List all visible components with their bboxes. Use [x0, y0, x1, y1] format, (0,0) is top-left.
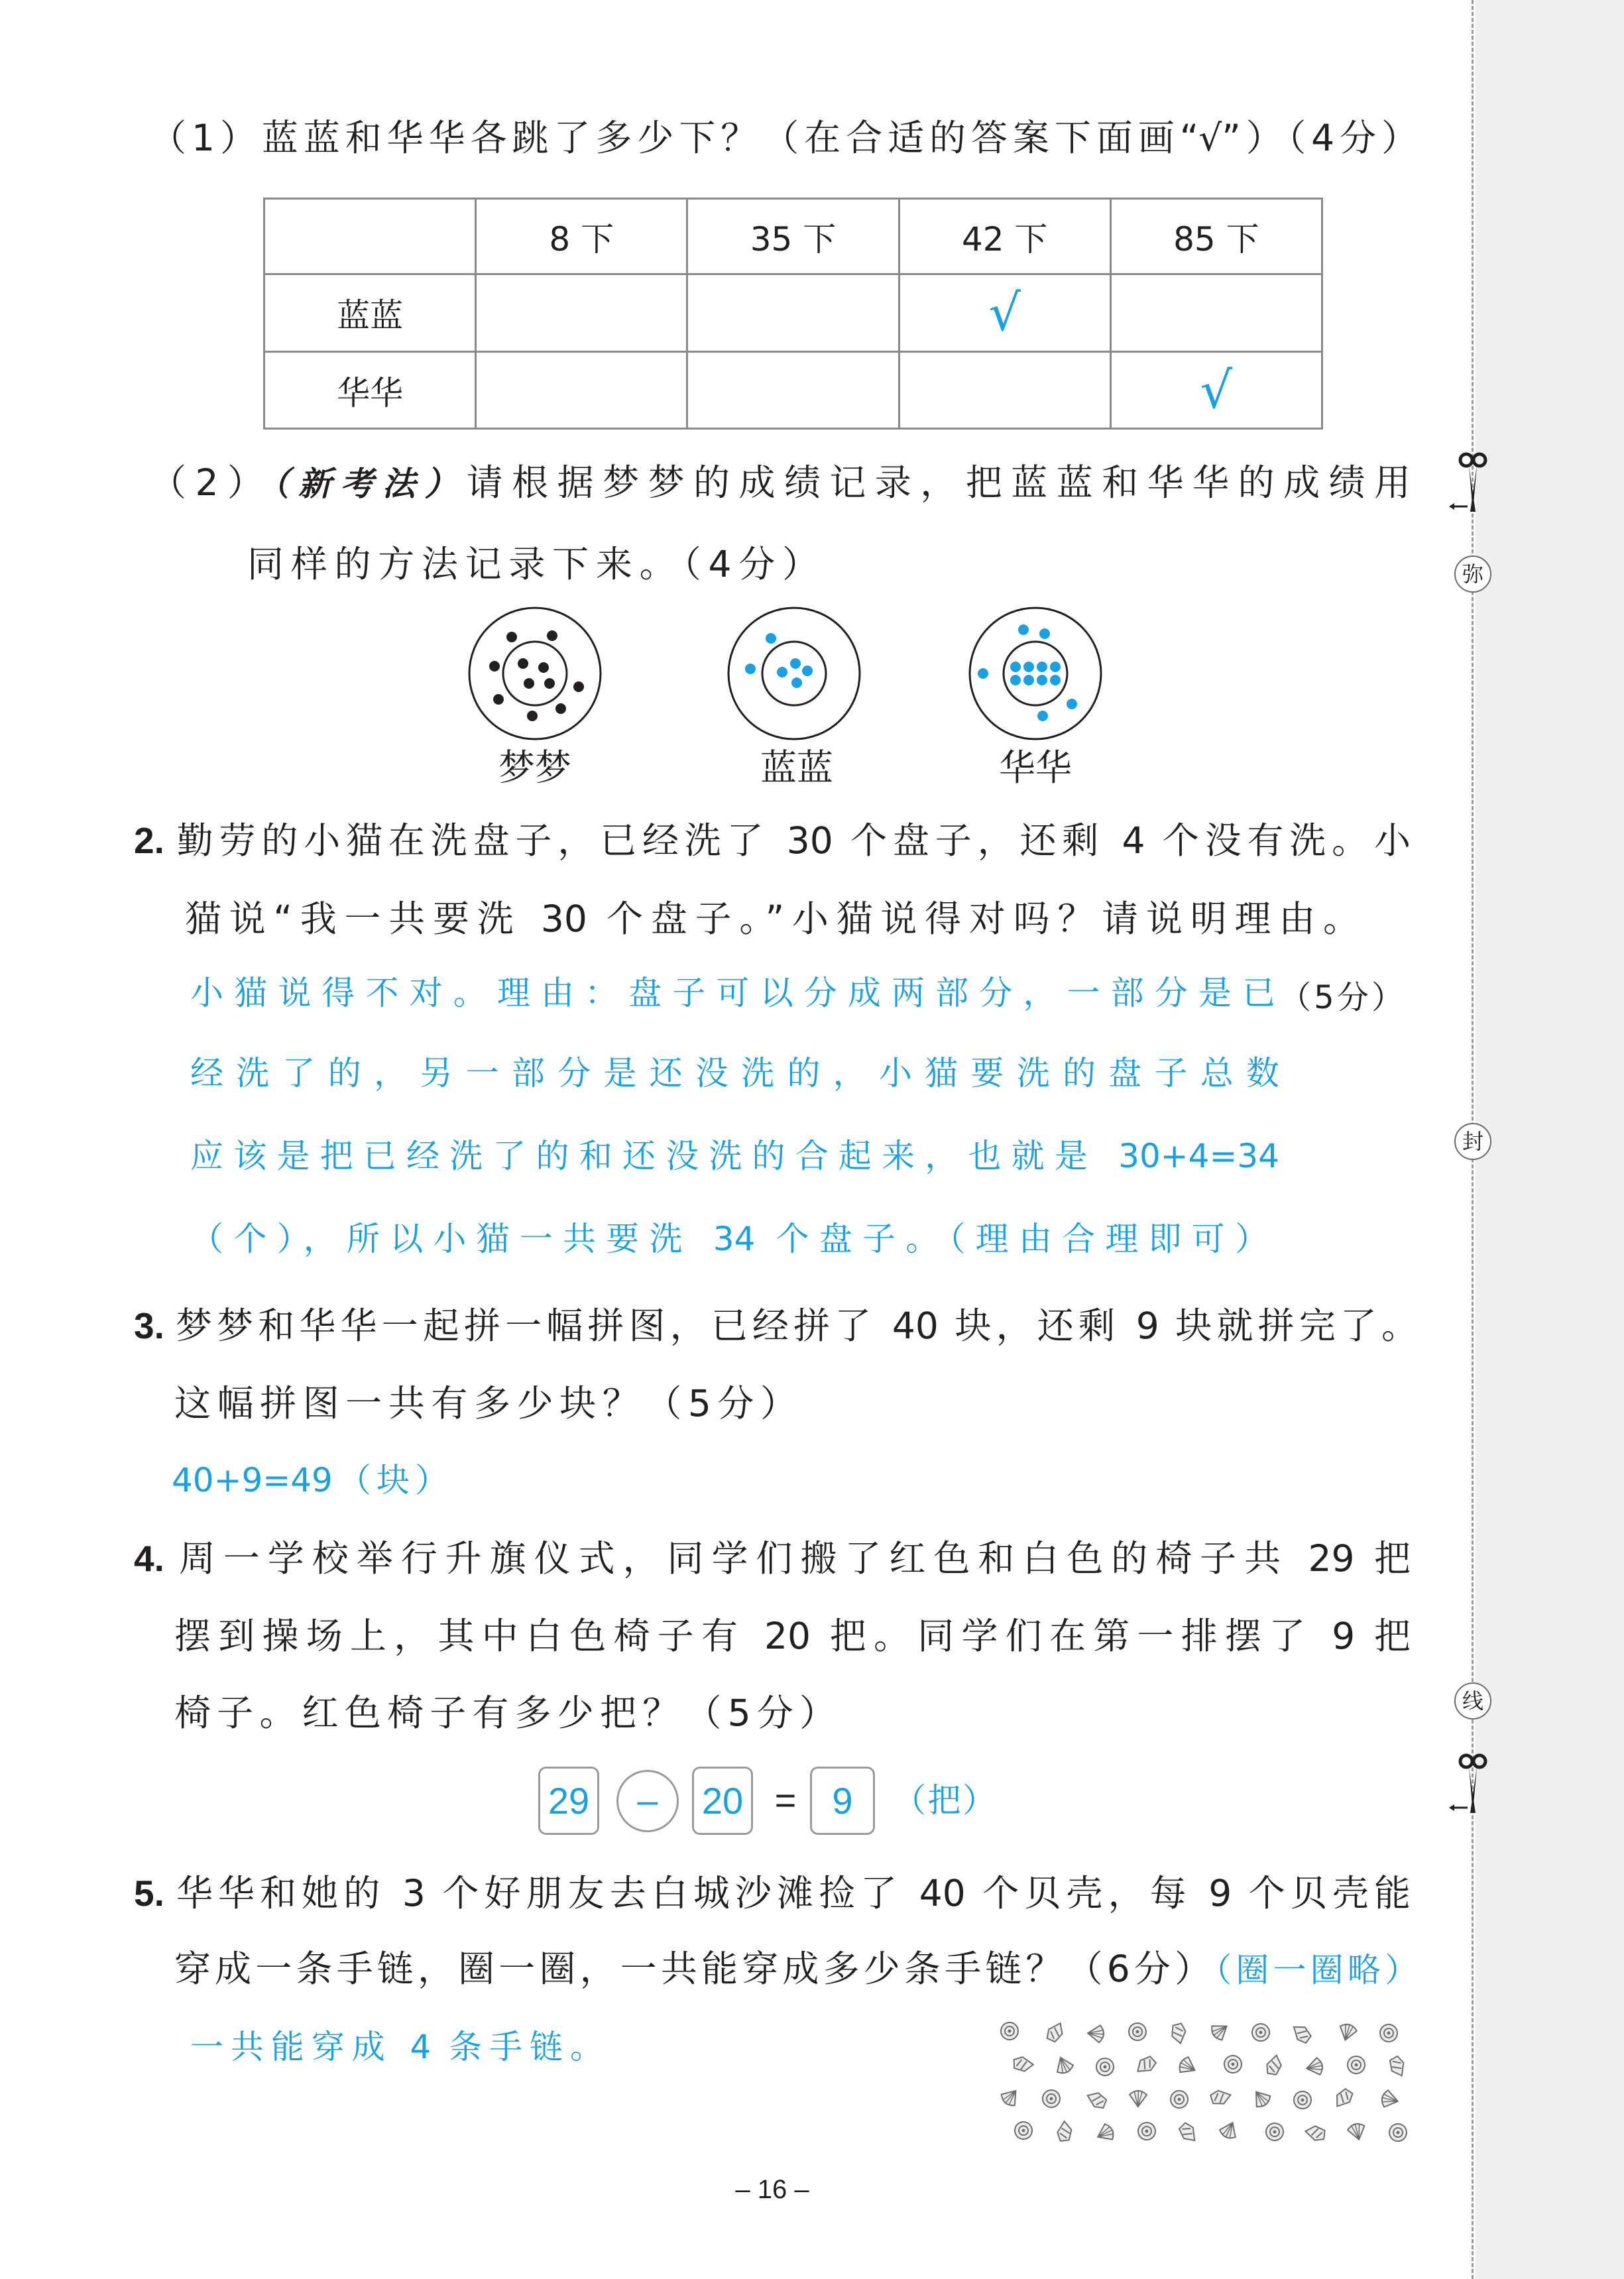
outer-score-dot [1037, 711, 1048, 721]
inner-score-dot [1037, 675, 1047, 685]
shell-icon [1263, 2054, 1285, 2077]
answer-cell [1110, 274, 1322, 352]
shell-icon [1337, 2022, 1358, 2042]
shell-icon [1094, 2056, 1116, 2078]
shell-icon [1304, 2123, 1328, 2144]
q2-answer-line: 经洗了的，另一部分是还没洗的，小猫要洗的盘子总数 [190, 1054, 1279, 1092]
row-label: 华华 [264, 352, 476, 429]
shell-icon [1171, 2022, 1187, 2044]
equation-operand-box: 20 [692, 1767, 753, 1835]
shell-icon [1344, 2053, 1368, 2077]
shell-icon [1377, 2022, 1401, 2045]
table-header-cell: 8 下 [476, 199, 687, 274]
inner-score-dot [1010, 662, 1021, 672]
q2-score: （5分） [1279, 979, 1403, 1016]
seal-label: 封 [1454, 1123, 1491, 1160]
q5-text: 华华和她的 3 个好朋友去白城沙滩捡了 40 个贝壳，每 9 个贝壳能 [170, 1872, 1411, 1914]
question-number: 5. [134, 1873, 164, 1914]
shell-icon [1178, 2121, 1198, 2144]
shell-icon [1087, 2024, 1105, 2043]
q2-line1 [134, 814, 1411, 867]
shell-icon [1249, 2087, 1273, 2111]
question-number: 2. [134, 820, 164, 861]
inner-score-dot [791, 677, 802, 688]
shell-icon [1332, 2087, 1356, 2109]
jump-count-table [263, 198, 1323, 430]
q2-text: 勤劳的小猫在洗盘子，已经洗了 30 个盘子，还剩 4 个没有洗。小 [170, 819, 1411, 862]
shell-icon [1011, 2054, 1034, 2074]
new-exam-tag: （新考法） [272, 464, 467, 503]
part1-prompt: （1）蓝蓝和华华各跳了多少下？（在合适的答案下面画“√”）（4分） [150, 117, 1418, 159]
outer-score-dot [493, 694, 504, 705]
inner-score-dot [1023, 675, 1034, 685]
table-row [264, 274, 1322, 352]
inner-score-dot [544, 678, 555, 689]
answer-cell [899, 352, 1110, 429]
shell-icon [1293, 2090, 1312, 2110]
q2-answer-line: （个），所以小猫一共要洗 34 个盘子。（理由合理即可） [190, 1220, 1268, 1258]
shell-icon [1085, 2088, 1108, 2111]
shell-icon [1130, 2090, 1147, 2107]
part2-prompt-line1 [150, 456, 1411, 509]
row-label: 蓝蓝 [264, 274, 476, 352]
inner-score-dot [524, 678, 534, 689]
equation-result-box: 9 [810, 1767, 875, 1835]
target-record-mengmeng [465, 604, 605, 743]
outer-ring [970, 608, 1101, 739]
answer-cell [687, 352, 899, 429]
shell-icon [1042, 2089, 1060, 2107]
q5-text: 穿成一条手链，圈一圈，一共能穿成多少条手链？（6分） [174, 1948, 1216, 1990]
q2-answer-line: 应该是把已经洗了的和还没洗的合起来，也就是 30+4=34 [190, 1137, 1279, 1175]
target-record-huahua [966, 604, 1105, 743]
q4-line2: 摆到操场上，其中白色椅子有 20 把。同学们在第一排摆了 9 把 [174, 1615, 1411, 1657]
inner-ring [1004, 642, 1067, 705]
inner-ring [762, 642, 826, 705]
shell-icon [1135, 2056, 1158, 2075]
part2-prompt-line2: 同样的方法记录下来。（4分） [247, 543, 819, 585]
outer-score-dot [1018, 624, 1029, 635]
answer-cell: √ [1110, 352, 1322, 429]
inner-score-dot [1050, 662, 1061, 672]
question-number: 3. [134, 1305, 164, 1346]
outer-score-dot [489, 661, 500, 672]
shell-icon [1135, 2120, 1158, 2142]
shell-icon [1379, 2089, 1399, 2110]
outer-score-dot [527, 711, 538, 721]
table-header-cell: 35 下 [687, 199, 899, 274]
shell-icon [1291, 2022, 1313, 2046]
outer-score-dot [978, 668, 988, 679]
outer-score-dot [1039, 628, 1050, 639]
part2-text: 请根据梦梦的成绩记录，把蓝蓝和华华的成绩用 [466, 461, 1411, 504]
shell-icon [1264, 2121, 1286, 2143]
dots-group [978, 624, 1077, 721]
shell-icon [1210, 2090, 1231, 2105]
outer-score-dot [573, 681, 584, 692]
shell-icon [1001, 2022, 1018, 2040]
q3-text: 梦梦和华华一起拼一幅拼图，已经拼了 40 块，还剩 9 块就拼完了。 [170, 1305, 1418, 1347]
q3-answer: 40+9=49（块） [172, 1461, 448, 1499]
target-label: 华华 [998, 746, 1072, 789]
target-label: 梦梦 [498, 746, 571, 789]
answer-cell [476, 274, 687, 352]
target-circles [966, 604, 1105, 743]
shell-icon [998, 2085, 1022, 2109]
question-number: 4. [134, 1538, 164, 1579]
shells-illustration [994, 2015, 1425, 2161]
page-number: – 16 – [735, 2175, 809, 2204]
equation-unit: （把） [893, 1781, 996, 1820]
inner-score-dot [777, 667, 787, 677]
inner-score-dot [1037, 662, 1047, 672]
inner-score-dot [1010, 675, 1021, 685]
shell-icon [1251, 2022, 1271, 2043]
equals-sign: = [774, 1779, 797, 1821]
target-label: 蓝蓝 [760, 746, 833, 789]
q4-text: 周一学校举行升旗仪式，同学们搬了红色和白色的椅子共 29 把 [170, 1537, 1411, 1580]
q5-answer: 一共能穿成 4 条手链。 [190, 2028, 603, 2066]
shell-icon [1222, 2054, 1244, 2075]
outer-score-dot [766, 633, 776, 644]
answer-cell: √ [899, 274, 1110, 352]
shell-icon [1094, 2122, 1117, 2144]
inner-ring [503, 642, 567, 705]
answer-cell [687, 274, 899, 352]
scissors-icon [1446, 1752, 1499, 1818]
inner-score-dot [1023, 662, 1034, 672]
q3-line1 [134, 1299, 1418, 1352]
shell-icon [1346, 2121, 1367, 2142]
q2-answer-line: 小猫说得不对。理由：盘子可以分成两部分，一部分是已 [190, 974, 1275, 1012]
target-record-lanlan [725, 604, 864, 743]
shell-icon [1218, 2119, 1240, 2142]
table-row [264, 352, 1322, 429]
inner-score-dot [538, 662, 549, 673]
inner-score-dot [518, 658, 528, 669]
q4-line3: 椅子。红色椅子有多少把？（5分） [174, 1692, 836, 1734]
inner-score-dot [790, 658, 801, 669]
outer-score-dot [1067, 699, 1077, 709]
seal-label: 弥 [1454, 555, 1491, 593]
binding-margin [1476, 0, 1624, 2279]
q2-line2: 猫说“我一共要洗 30 个盘子。”小猫说得对吗？请说明理由。 [185, 898, 1360, 940]
equation-operator-circle: – [616, 1770, 679, 1832]
shell-icon [1126, 2020, 1150, 2044]
seal-label: 线 [1454, 1682, 1491, 1720]
shell-icon [1043, 2020, 1067, 2044]
table-header-cell [264, 199, 476, 274]
shell-icon [1305, 2057, 1325, 2077]
table-header-cell: 42 下 [899, 199, 1110, 274]
q3-line2: 这幅拼图一共有多少块？（5分） [174, 1382, 797, 1425]
outer-score-dot [555, 703, 566, 714]
inner-score-dot [1050, 675, 1061, 685]
q5-line1 [134, 1867, 1411, 1920]
shell-icon [1386, 2121, 1410, 2144]
shell-icon [1055, 2121, 1074, 2144]
outer-score-dot [547, 630, 557, 641]
outer-score-dot [745, 664, 756, 674]
shell-icon [1167, 2087, 1192, 2112]
shell-icon [1176, 2055, 1198, 2078]
target-circles [465, 604, 605, 743]
table-header-cell: 85 下 [1110, 199, 1322, 274]
inner-score-dot [802, 666, 813, 676]
dots-group [745, 633, 813, 688]
q5-note: （圈一圈略） [1215, 1951, 1418, 1989]
q5-line2 [174, 1942, 1418, 1995]
table-header-row [264, 199, 1322, 274]
equation-operand-box: 29 [538, 1767, 599, 1835]
q4-line1 [134, 1532, 1411, 1585]
shell-icon [1208, 2019, 1232, 2043]
outer-score-dot [506, 632, 517, 642]
shell-icon [1389, 2056, 1405, 2077]
part2-number: （2） [150, 461, 273, 504]
shell-icon [1053, 2054, 1075, 2076]
scissors-icon [1446, 451, 1499, 517]
target-circles [725, 604, 864, 743]
shell-icon [1012, 2119, 1035, 2142]
answer-cell [476, 352, 687, 429]
